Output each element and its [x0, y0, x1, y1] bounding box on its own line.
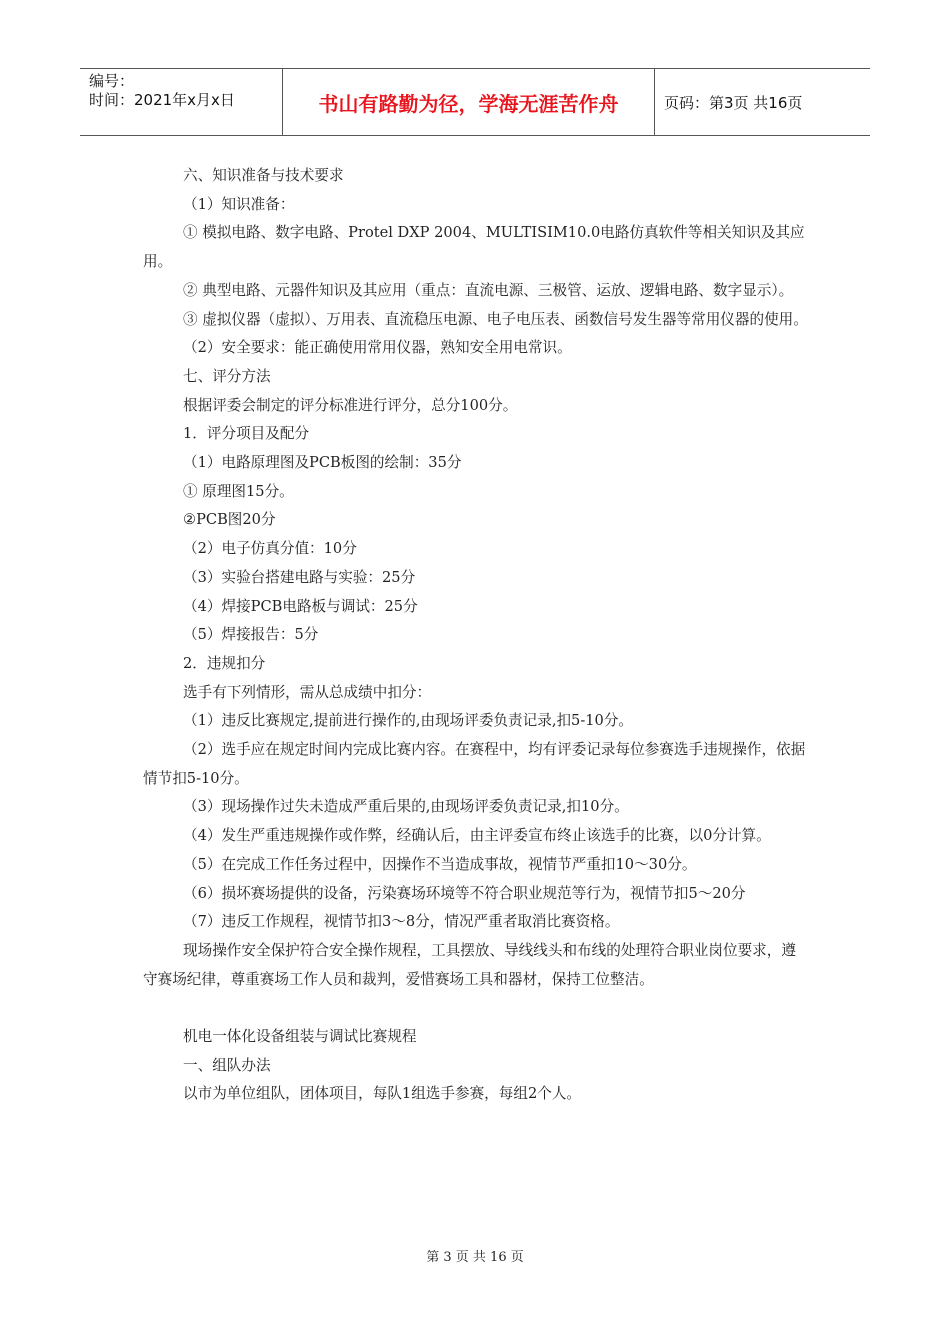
paragraph: （7）违反工作规程，视情节扣3～8分，情况严重者取消比赛资格。 [183, 913, 620, 931]
paragraph-spacer [143, 994, 808, 1023]
paragraph: 选手有下列情形，需从总成绩中扣分： [183, 683, 432, 701]
subsection-heading: 1．评分项目及配分 [183, 425, 310, 443]
paragraph: ②PCB图20分 [183, 511, 276, 529]
subsection-heading: 2．违规扣分 [183, 654, 266, 672]
paragraph: （6）损坏赛场提供的设备，污染赛场环境等不符合职业规范等行为，视情节扣5～20分 [183, 884, 746, 902]
paragraph: ① 原理图15分。 [183, 482, 294, 500]
paragraph: （1）违反比赛规定,提前进行操作的,由现场评委负责记录,扣5-10分。 [183, 712, 634, 730]
page-footer: 第 3 页 共 16 页 [426, 1250, 524, 1265]
paragraph: （2）电子仿真分值：10分 [183, 540, 357, 558]
header-motto: 书山有路勤为径，学海无涯苦作舟 [282, 69, 655, 135]
page-header [80, 68, 870, 136]
paragraph: （2）选手应在规定时间内完成比赛内容。在赛程中，均有评委记录每位参赛选手违规操作，依据情节扣5-10分。 [143, 741, 806, 787]
paragraph: ② 典型电路、元器件知识及其应用（重点：直流电源、三极管、运放、逻辑电路、数字显示）。 [183, 281, 794, 299]
section-heading: 一、组队办法 [183, 1056, 271, 1074]
paragraph: （3）实验台搭建电路与实验：25分 [183, 568, 416, 586]
section-heading: 七、评分方法 [183, 367, 271, 385]
section-title: 机电一体化设备组装与调试比赛规程 [183, 1028, 417, 1046]
header-page-info: 页码：第3页 共16页 [664, 93, 803, 112]
paragraph: （4）焊接PCB电路板与调试：25分 [183, 597, 418, 615]
paragraph: （5）焊接报告：5分 [183, 626, 319, 644]
paragraph: ① 模拟电路、数字电路、Protel DXP 2004、MULTISIM10.0电路仿真软件等相关知识及其应用。 [143, 224, 805, 271]
paragraph: （5）在完成工作任务过程中，因操作不当造成事故，视情节严重扣10～30分。 [183, 855, 697, 873]
paragraph: 现场操作安全保护符合安全操作规程，工具摆放、导线线头和布线的处理符合职业岗位要求，遵守赛场纪律，尊重赛场工作人员和裁判，爱惜赛场工具和器材，保持工位整洁。 [143, 941, 796, 988]
paragraph: 以市为单位组队，团体项目，每队1组选手参赛，每组2个人。 [183, 1085, 582, 1103]
paragraph: （2）安全要求：能正确使用常用仪器，熟知安全用电常识。 [183, 339, 572, 357]
paragraph: （4）发生严重违规操作或作弊，经确认后，由主评委宣布终止该选手的比赛，以0分计算。 [183, 827, 771, 845]
document-body [143, 162, 808, 1109]
paragraph: （1）电路原理图及PCB板图的绘制：35分 [183, 454, 462, 472]
paragraph: 根据评委会制定的评分标准进行评分，总分100分。 [183, 396, 518, 414]
header-meta [80, 69, 282, 135]
document-id-label: 编号： [89, 72, 135, 90]
document-date: 时间：2021年x月x日 [89, 91, 235, 109]
section-heading: 六、知识准备与技术要求 [183, 167, 344, 184]
paragraph: ③ 虚拟仪器（虚拟）、万用表、直流稳压电源、电子电压表、函数信号发生器等常用仪器的使用。 [183, 310, 808, 328]
paragraph: （3）现场操作过失未造成严重后果的,由现场评委负责记录,扣10分。 [183, 798, 629, 816]
paragraph: （1）知识准备： [183, 195, 295, 213]
